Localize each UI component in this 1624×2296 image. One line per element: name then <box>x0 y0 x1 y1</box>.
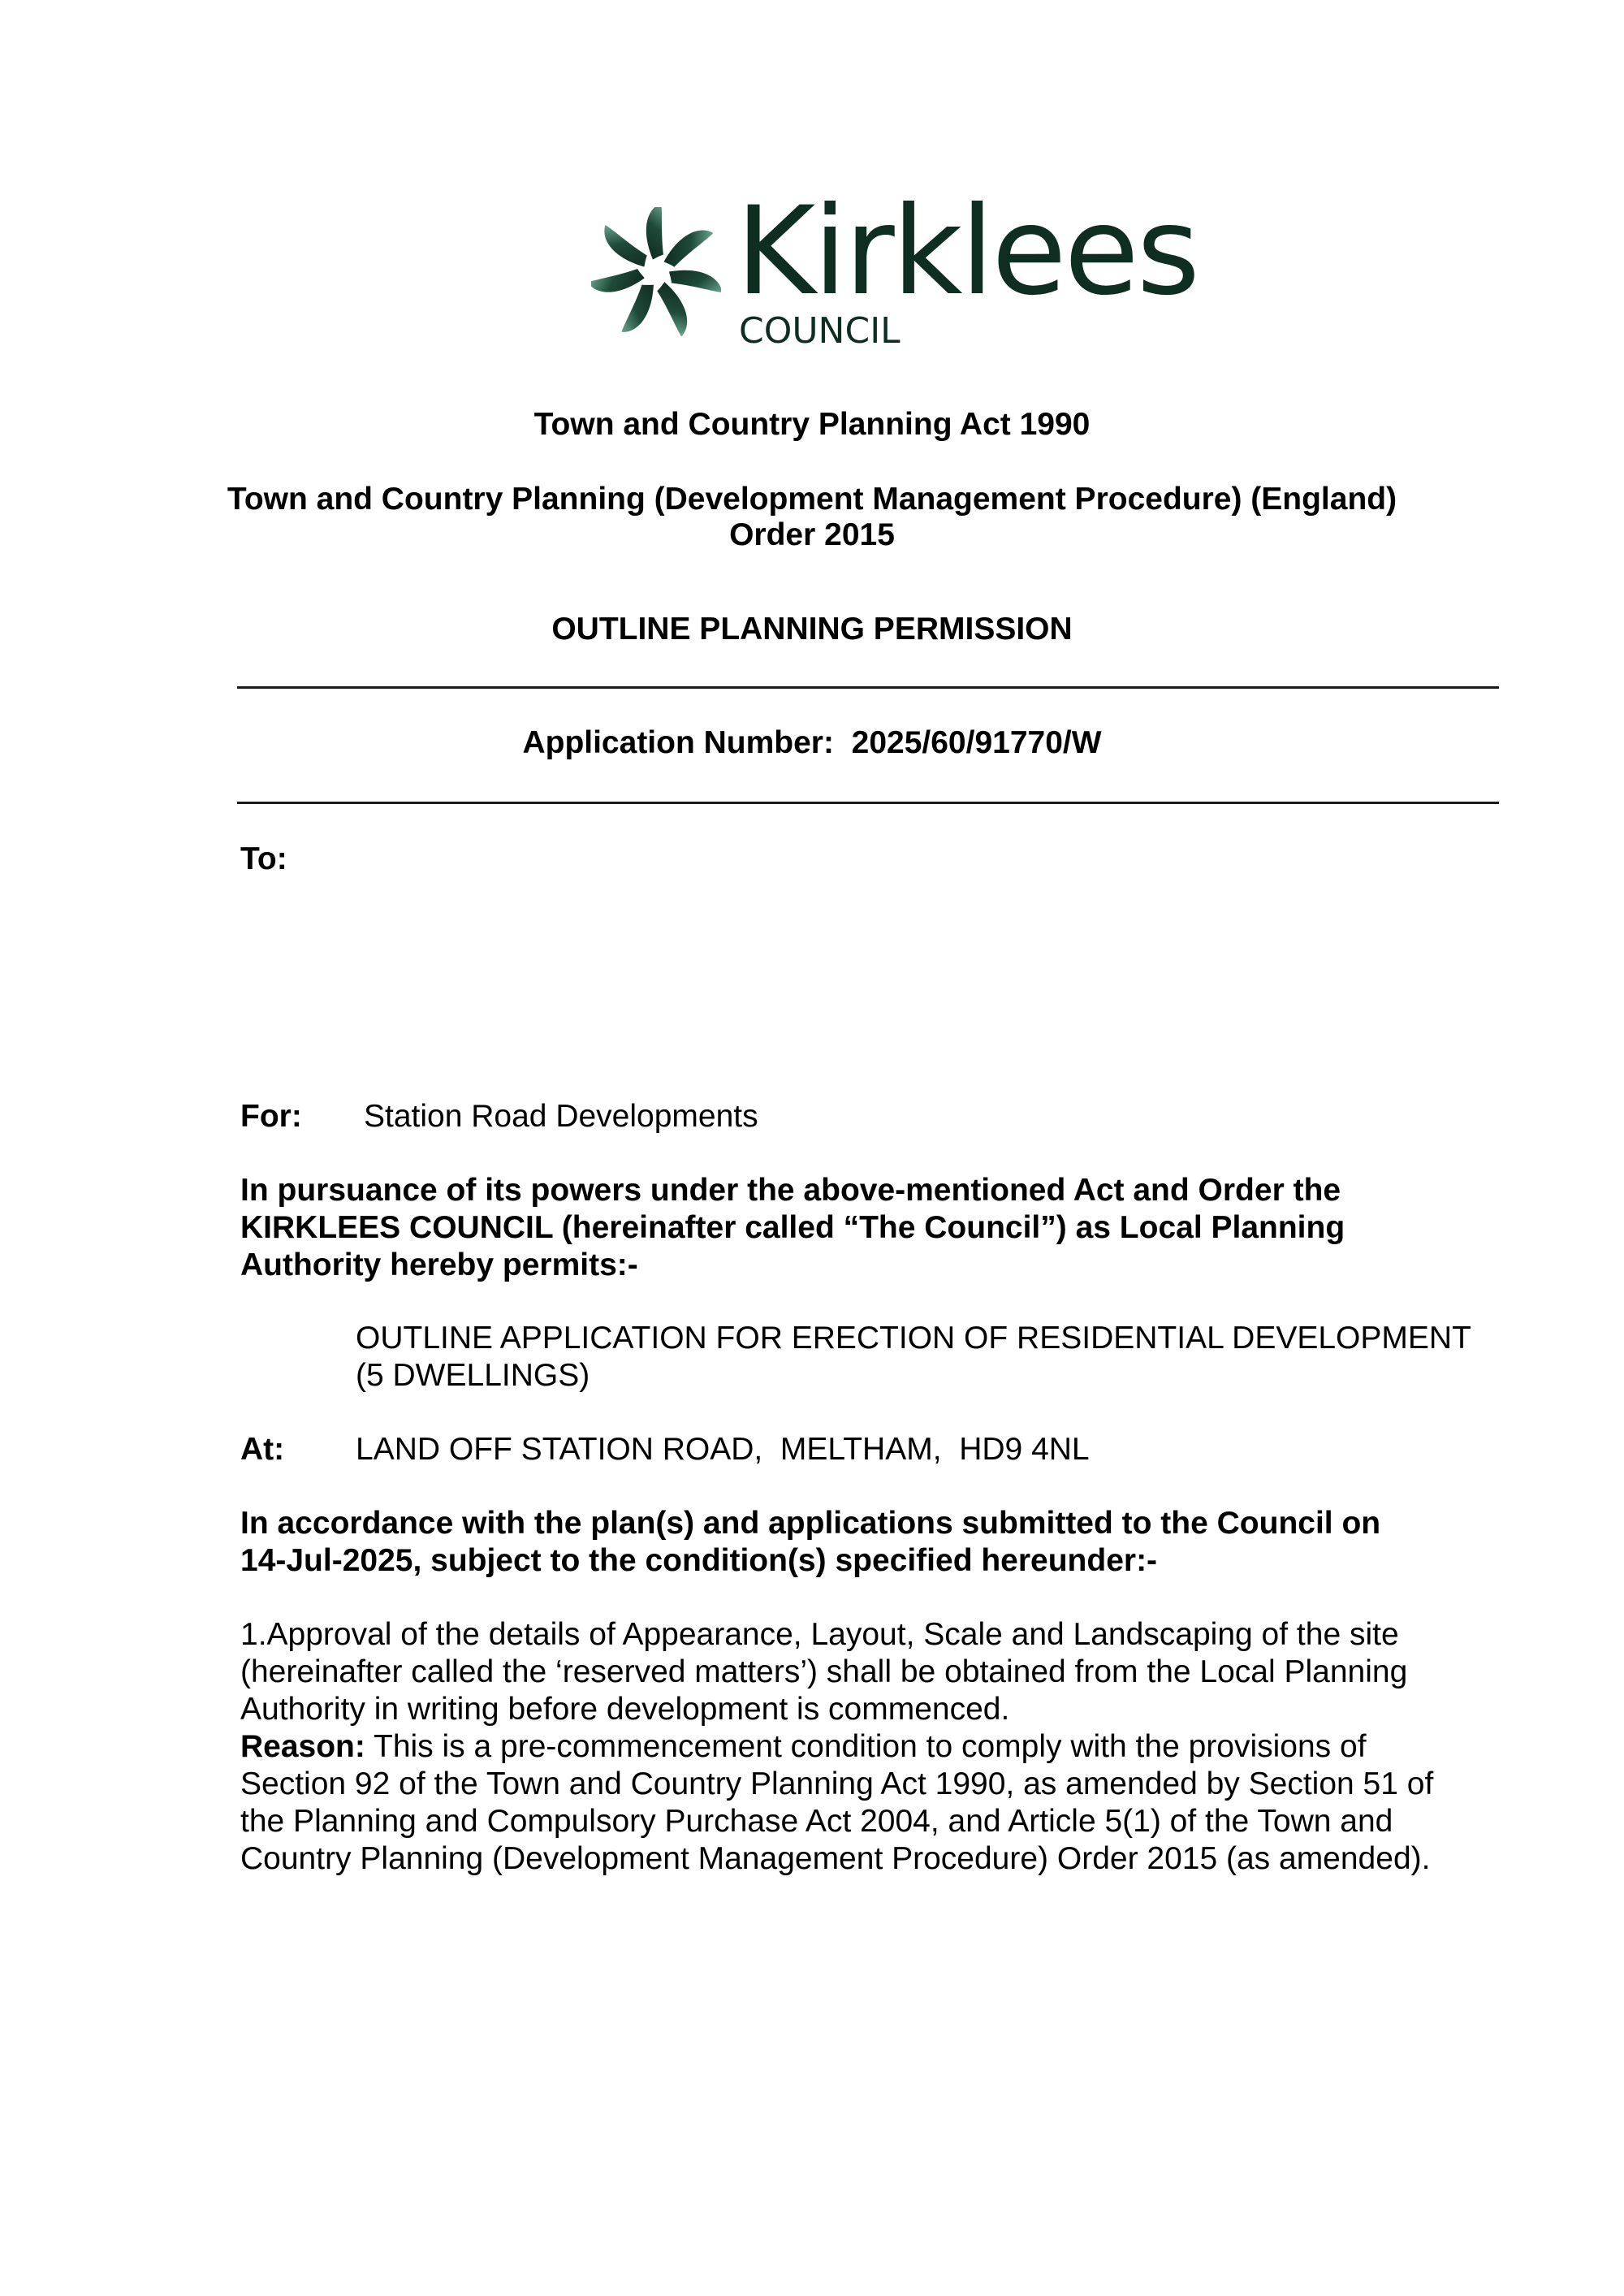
condition-reason-line: Country Planning (Development Management Procedure) Order 2015 (as amended). <box>240 1841 1431 1876</box>
reason-text: This is a pre-commencement condition to comply with the provisions of <box>365 1729 1367 1764</box>
condition-reason-line: Section 92 of the Town and Country Planning Act 1990, as amended by Section 51 of <box>240 1766 1434 1801</box>
logo-petal <box>603 218 650 274</box>
permission-statement <box>240 1172 1507 1284</box>
accordance-statement <box>240 1505 1507 1580</box>
logo-subtitle: COUNCIL <box>739 310 901 352</box>
act-title: Town and Country Planning Act 1990 <box>533 407 1091 442</box>
accordance-statement-line: 14-Jul-2025, subject to the condition(s) specified hereunder:- <box>240 1543 1158 1578</box>
accordance-statement-line: In accordance with the plan(s) and applications submitted to the Council on <box>240 1506 1381 1541</box>
permission-statement-line: In pursuance of its powers under the above-mentioned Act and Order the <box>240 1173 1341 1208</box>
kirklees-council-logo <box>591 181 1198 353</box>
condition-text-line: Authority in writing before development is commenced. <box>240 1692 1010 1727</box>
to-label: To: <box>240 841 287 876</box>
top-divider <box>237 686 1499 689</box>
logo-wordmark: Kirklees <box>736 181 1198 322</box>
kirklees-swirl-logo-icon <box>591 207 721 337</box>
for-label: For: <box>240 1099 302 1134</box>
order-title-line-1: Town and Country Planning (Development Management Procedure) (England) <box>227 482 1397 517</box>
application-number-label: Application Number: <box>522 725 834 760</box>
permission-type-heading: OUTLINE PLANNING PERMISSION <box>551 612 1073 646</box>
condition-reason-first-line <box>240 1728 1523 1766</box>
permission-statement-line: KIRKLEES COUNCIL (hereinafter called “The Council”) as Local Planning <box>240 1210 1345 1245</box>
application-number-value: 2025/60/91770/W <box>851 725 1102 760</box>
bottom-divider <box>237 802 1499 804</box>
reason-label: Reason: <box>240 1729 365 1764</box>
condition-text-line: (hereinafter called the ‘reserved matters’) shall be obtained from the Local Planning <box>240 1654 1408 1689</box>
development-description <box>356 1320 1471 1394</box>
condition-reason-line: the Planning and Compulsory Purchase Act 2004, and Article 5(1) of the Town and <box>240 1804 1393 1839</box>
condition-text-line: 1.Approval of the details of Appearance, Layout, Scale and Landscaping of the site <box>240 1617 1399 1652</box>
at-label: At: <box>240 1432 285 1467</box>
site-location: LAND OFF STATION ROAD, MELTHAM, HD9 4NL <box>356 1432 1090 1467</box>
development-description-line: (5 DWELLINGS) <box>356 1358 590 1393</box>
logo-petal <box>649 281 696 337</box>
application-number-line <box>0 724 1624 762</box>
logo-petal <box>664 230 714 266</box>
order-title-line-2: Order 2015 <box>729 517 895 552</box>
condition-1 <box>240 1616 1523 1878</box>
development-description-line: OUTLINE APPLICATION FOR ERECTION OF RESIDENTIAL DEVELOPMENT <box>356 1321 1471 1356</box>
permission-statement-line: Authority hereby permits:- <box>240 1247 638 1282</box>
for-value: Station Road Developments <box>364 1099 758 1134</box>
